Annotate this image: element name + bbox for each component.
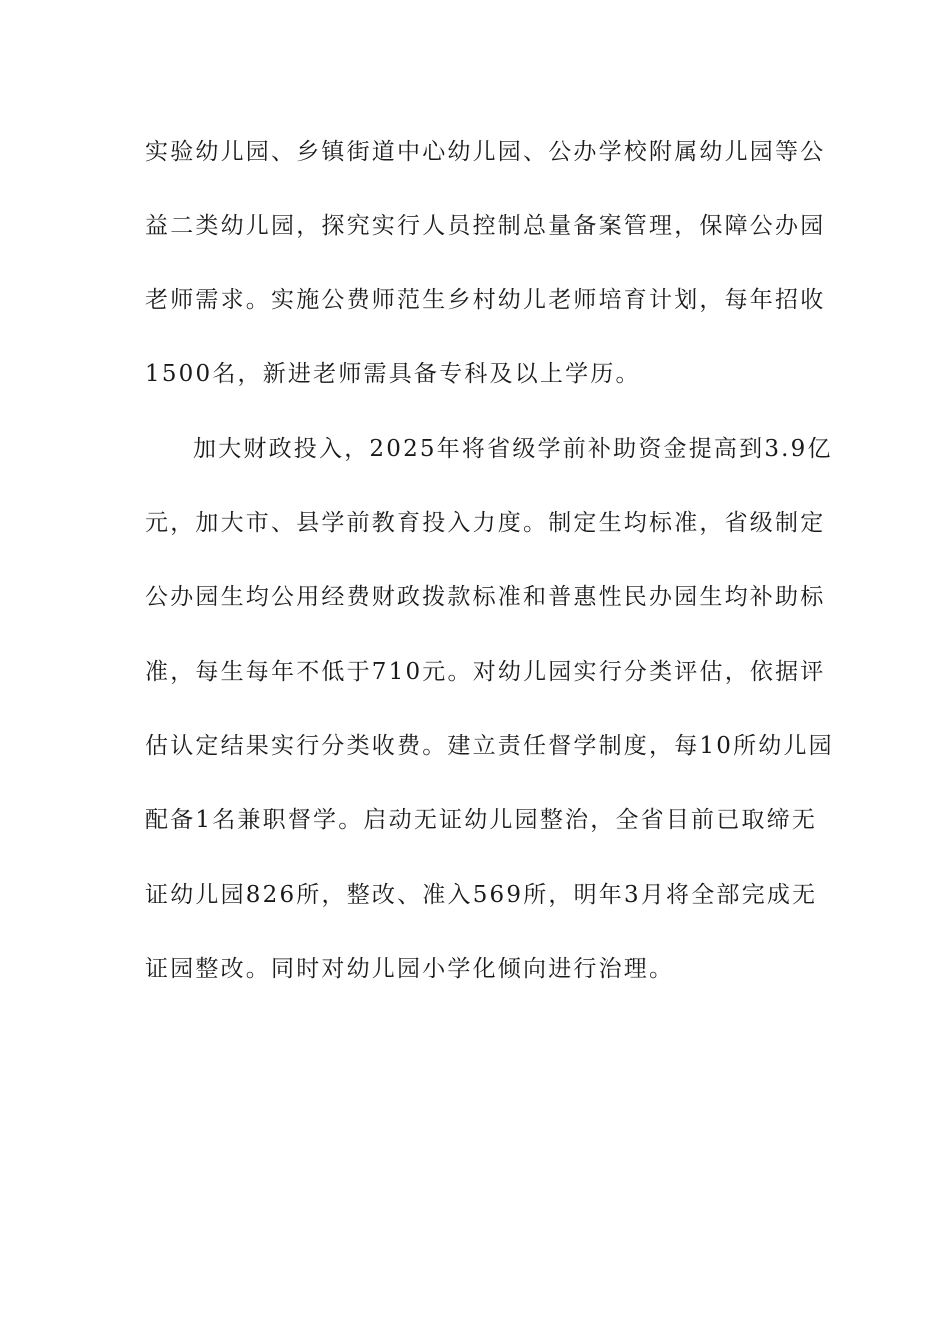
- paragraph-line: 证园整改。同时对幼儿园小学化倾向进行治理。: [145, 956, 675, 982]
- paragraph-line: 益二类幼儿园，探究实行人员控制总量备案管理，保障公办园: [145, 213, 826, 239]
- paragraph-line: 实验幼儿园、乡镇街道中心幼儿园、公办学校附属幼儿园等公: [145, 139, 826, 165]
- paragraph-line: 公办园生均公用经费财政拨款标准和普惠性民办园生均补助标: [145, 584, 826, 610]
- paragraph-line: 准，每生每年不低于710元。对幼儿园实行分类评估，依据评: [145, 659, 826, 685]
- paragraph-line: 估认定结果实行分类收费。建立责任督学制度，每10所幼儿园: [145, 733, 834, 759]
- paragraph-line: 元，加大市、县学前教育投入力度。制定生均标准，省级制定: [145, 510, 826, 536]
- paragraph-line: 配备1名兼职督学。启动无证幼儿园整治，全省目前已取缔无: [145, 807, 818, 833]
- paragraph-line: 1500名，新进老师需具备专科及以上学历。: [145, 361, 641, 387]
- paragraph-line: 证幼儿园826所，整改、准入569所，明年3月将全部完成无: [145, 882, 818, 908]
- paragraph-line: 老师需求。实施公费师范生乡村幼儿老师培育计划，每年招收: [145, 287, 826, 313]
- paragraph-line: 加大财政投入，2025年将省级学前补助资金提高到3.9亿: [193, 436, 833, 462]
